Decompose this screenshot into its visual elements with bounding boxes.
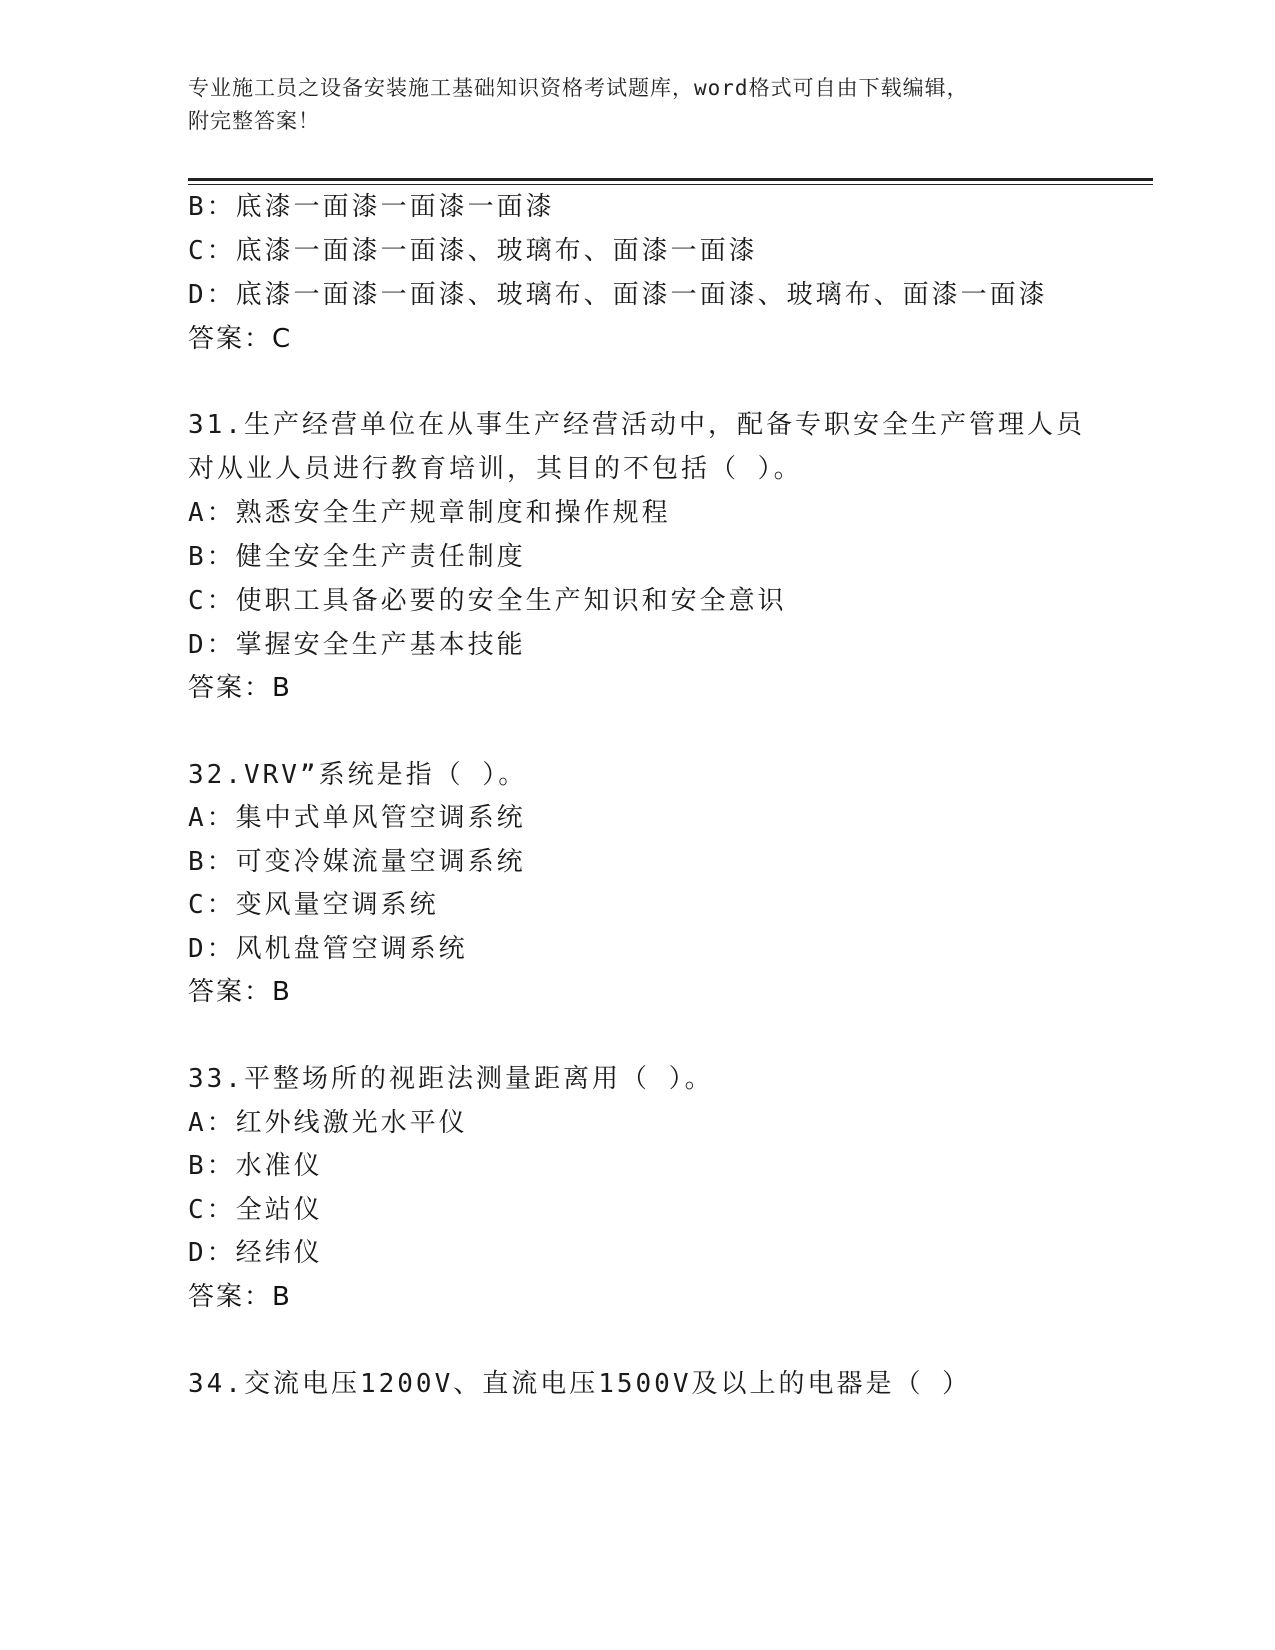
prev-option-b: B：底漆一面漆一面漆一面漆 (188, 192, 555, 222)
header-line-2: 附完整答案！ (188, 109, 320, 133)
q33-option-b: B：水准仪 (188, 1151, 323, 1181)
header-line-1: 专业施工员之设备安装施工基础知识资格考试题库，word格式可自由下载编辑， (188, 76, 969, 100)
q32-stem: 32.VRV”系统是指（ ）。 (188, 760, 528, 790)
q34-stem: 34.交流电压1200V、直流电压1500V及以上的电器是（ ） (188, 1369, 972, 1399)
q32-answer: 答案：B (188, 977, 292, 1007)
q33-stem: 33.平整场所的视距法测量距离用（ ）。 (188, 1064, 714, 1094)
q33-option-d: D：经纬仪 (188, 1238, 323, 1268)
q33-option-c: C：全站仪 (188, 1195, 323, 1225)
document-header (188, 72, 1088, 138)
q32-option-b: B：可变冷媒流量空调系统 (188, 847, 526, 877)
q32-option-d: D：风机盘管空调系统 (188, 934, 468, 964)
prev-answer: 答案：C (188, 324, 293, 354)
q31-stem-line-1: 31.生产经营单位在从事生产经营活动中，配备专职安全生产管理人员 (188, 410, 1085, 440)
header-divider-thick (188, 178, 1153, 181)
q31-answer: 答案：B (188, 673, 292, 703)
header-divider-thin (188, 184, 1153, 185)
q31-option-b: B：健全安全生产责任制度 (188, 542, 526, 572)
prev-option-d: D：底漆一面漆一面漆、玻璃布、面漆一面漆、玻璃布、面漆一面漆 (188, 280, 1048, 310)
q33-answer: 答案：B (188, 1282, 292, 1312)
q31-option-a: A：熟悉安全生产规章制度和操作规程 (188, 498, 671, 528)
q31-option-c: C：使职工具备必要的安全生产知识和安全意识 (188, 586, 787, 616)
q32-option-a: A：集中式单风管空调系统 (188, 803, 526, 833)
prev-option-c: C：底漆一面漆一面漆、玻璃布、面漆一面漆 (188, 236, 758, 266)
q32-option-c: C：变风量空调系统 (188, 890, 439, 920)
q31-option-d: D：掌握安全生产基本技能 (188, 630, 526, 660)
q33-option-a: A：红外线激光水平仪 (188, 1108, 468, 1138)
q31-stem-line-2: 对从业人员进行教育培训，其目的不包括（ ）。 (188, 454, 803, 484)
